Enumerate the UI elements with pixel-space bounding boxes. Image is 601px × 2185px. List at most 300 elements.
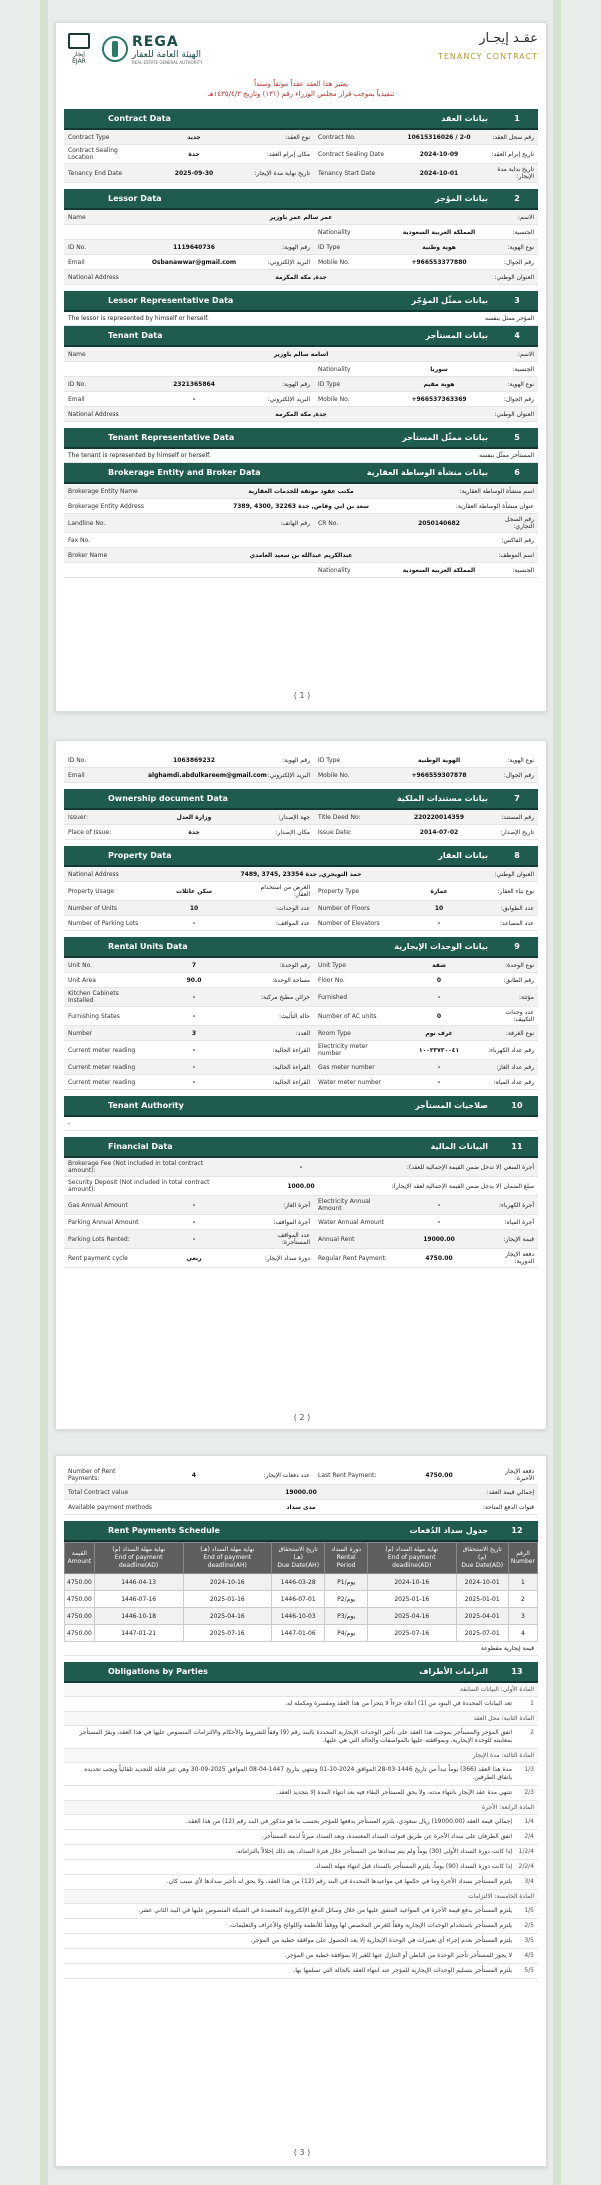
field-label: Email <box>68 395 85 403</box>
table-cell: 3 <box>508 1608 537 1625</box>
field-value: مكتب عقود موثقة للخدمات العقارية <box>248 487 354 495</box>
field-label: الغرض من استخدام العقار: <box>260 884 310 898</box>
header-ar: تاريخ الاستحقاق (هـ) <box>278 1546 318 1561</box>
schedule-note <box>64 1642 538 1656</box>
table-cell: 2024-10-16 <box>183 1574 272 1591</box>
field-value: ربعي <box>186 1254 202 1262</box>
section-header-bar <box>64 846 538 867</box>
field-label: اسم الموظف: <box>498 551 534 559</box>
field-label: Water meter number <box>318 1078 382 1086</box>
data-row <box>64 210 538 225</box>
data-row <box>64 484 538 499</box>
field-value: سوريا <box>430 365 448 373</box>
field-label: Landline No. <box>68 519 106 527</box>
section-financial <box>64 1137 538 1268</box>
field-label: رقم الجوال: <box>503 771 534 779</box>
table-row <box>65 1608 538 1625</box>
field-label: Parking Annual Amount <box>68 1218 139 1226</box>
field-label: Kitchen Cabinets Installed <box>68 990 119 1004</box>
field-label: Electricity meter number <box>318 1043 368 1057</box>
section-title-en: Contract Data <box>108 114 171 123</box>
page-number: ( 1 ) <box>293 691 311 700</box>
field-label: عدد الوحدات: <box>275 904 310 912</box>
obligation-number: 3/5 <box>524 1937 534 1944</box>
field-value: +966559307878 <box>411 771 467 779</box>
title-ar: عقـد إيجـار <box>479 31 538 46</box>
field-label: Number of AC units <box>318 1012 377 1020</box>
field-label: Brokerage Entity Name <box>68 487 138 495</box>
field-label: الاسم: <box>517 350 534 358</box>
table-cell: 2025-07-01 <box>456 1625 508 1642</box>
field-value: - <box>437 1218 441 1226</box>
rega-logo <box>102 33 203 65</box>
field-label: Issue Date: <box>318 828 352 836</box>
field-label: عدد دفعات الإيجار: <box>263 1471 310 1479</box>
obligation-number: 1/4 <box>524 1818 534 1825</box>
field-label: القراءة الحالية: <box>272 1063 310 1071</box>
data-row <box>64 973 538 988</box>
field-label: Tenancy End Date <box>68 169 123 177</box>
table-row <box>65 1591 538 1608</box>
field-label: العدد: <box>295 1029 310 1037</box>
field-value: عبدالكريم عبدالله بن سعيد الغامدي <box>249 551 353 559</box>
table-cell: P2/يوم <box>325 1591 368 1608</box>
section-number: 2 <box>514 194 520 203</box>
field-value: سكن عائلات <box>175 887 213 895</box>
field-label: Floor No. <box>318 976 345 984</box>
field-label: Email <box>68 258 85 266</box>
field-value: جدة <box>188 828 200 836</box>
field-value: المملكة العربية السعودية <box>402 566 476 574</box>
field-value: 2321365864 <box>173 380 215 388</box>
ejar-logo <box>64 33 94 65</box>
section-header-bar <box>64 789 538 810</box>
table-cell: 2025-07-16 <box>367 1625 456 1642</box>
data-row <box>64 882 538 901</box>
field-label: Unit Area <box>68 976 96 984</box>
table-cell: 2025-01-01 <box>456 1591 508 1608</box>
field-label: Mobile No. <box>318 258 350 266</box>
field-value: مدى سداد <box>286 1503 316 1511</box>
obligation-item <box>64 1726 538 1749</box>
field-label: Number of Parking Lots <box>68 919 139 927</box>
field-value: وزارة العدل <box>176 813 212 821</box>
obligation-text: لا يجوز للمستأجر تأجير الوحدة من الباطن أو التنازل عنها للغير إلا بموافقة خطية من المؤجر. <box>284 1952 512 1959</box>
field-label: دفعة الإيجار الدورية: <box>505 1251 534 1265</box>
field-value: 19000.00 <box>423 1235 455 1243</box>
field-label: رقم الوحدة: <box>279 961 310 969</box>
field-value: جدة <box>188 150 200 158</box>
field-value: 7489, 3745, 23354 حمد التويجري, جدة <box>240 870 362 878</box>
field-label: رقم الجوال: <box>503 395 534 403</box>
section-header-bar <box>64 1662 538 1683</box>
field-label: Issuer: <box>68 813 88 821</box>
field-label: Regular Rent Payment: <box>318 1254 387 1262</box>
field-value: 220220014359 <box>413 813 465 821</box>
field-label: الاسم: <box>517 213 534 221</box>
page-stripe <box>40 0 48 2185</box>
field-value <box>144 521 244 525</box>
data-row <box>64 407 538 422</box>
data-row <box>64 1075 538 1090</box>
obligation-item <box>64 1815 538 1830</box>
section-number: 11 <box>511 1142 523 1151</box>
table-header <box>272 1543 325 1574</box>
note-ar: - <box>68 1120 71 1127</box>
section-number: 9 <box>514 942 520 951</box>
data-row <box>64 1177 538 1196</box>
obligation-item <box>64 1875 538 1890</box>
field-label: أجرة الغاز: <box>283 1201 310 1209</box>
field-value: - <box>192 395 196 403</box>
data-row <box>64 145 538 164</box>
table-cell: P4/يوم <box>325 1625 368 1642</box>
field-label: Unit Type <box>318 961 346 969</box>
obligation-text: اتفق المؤجر والمستأجر بموجب هذا العقد على تأجير الوحدات الإيجارية المحددة بالبند رقم (9) وفقاً للشروط والأحكام والالتزامات المنصوص عليها في هذا العقد، ويقرّ المستأجر بمعاينته للوحدة الإيجارية، وبموافقته عليها بالمواصفات والحالة التي هي عليها. <box>79 1729 512 1744</box>
field-label: Contract Sealing Date <box>318 150 385 158</box>
obligation-item <box>64 1845 538 1860</box>
section-number: 5 <box>514 433 520 442</box>
section-brokerage <box>64 463 538 578</box>
table-cell: 4 <box>508 1625 537 1642</box>
section-title-en: Rental Units Data <box>108 942 188 951</box>
obligation-item <box>64 1919 538 1934</box>
table-cell: 2025-01-16 <box>183 1591 272 1608</box>
field-label: Name <box>68 213 86 221</box>
field-value: الهوية الوطنية <box>417 756 461 764</box>
obligation-heading: المادة الخامسة: الالتزامات <box>64 1890 538 1904</box>
data-row <box>64 1041 538 1060</box>
data-row <box>64 1485 538 1500</box>
field-value: هوية وطنية <box>422 243 456 251</box>
field-label: نوع الهوية: <box>507 243 534 251</box>
field-label: National Address <box>68 273 119 281</box>
field-value: 0 <box>436 1012 442 1020</box>
field-value: - <box>437 1201 441 1209</box>
table-cell: 1447-01-21 <box>94 1625 183 1642</box>
note-ar: المستأجر ممثّل بنفسه <box>479 452 534 459</box>
field-label: رقم الطابق: <box>503 976 534 984</box>
field-label: تاريخ نهاية مدة الإيجار: <box>254 169 310 177</box>
obligation-number: 1/3 <box>524 1766 534 1773</box>
field-label: عدد وحدات التكييف: <box>505 1009 534 1023</box>
field-label: جهة الإصدار: <box>278 813 310 821</box>
header-en: End of payment deadline(AD) <box>387 1554 436 1569</box>
table-cell: 1446-03-28 <box>272 1574 325 1591</box>
section-header-bar <box>64 109 538 130</box>
obligation-heading: المادة الرابعة: الأجرة <box>64 1801 538 1815</box>
table-header <box>325 1543 368 1574</box>
section-title-en: Financial Data <box>108 1142 173 1151</box>
obligation-number: 2/3 <box>524 1789 534 1796</box>
spacer <box>64 367 314 371</box>
obligation-text: يلتزم المستأجر بعدم إجراء أي تغييرات في الوحدة الإيجارية إلا بعد الحصول على موافقة خطية من المؤجر. <box>250 1937 512 1944</box>
field-value: 1119640736 <box>173 243 215 251</box>
field-value: عمر سالم عمر باوزير <box>269 213 333 221</box>
field-label: أجرة المواقف: <box>273 1218 310 1226</box>
field-value: - <box>192 1078 196 1086</box>
field-label: رقم عداد المياه: <box>493 1078 534 1086</box>
field-label: Current meter reading <box>68 1078 136 1086</box>
field-value: 2050140682 <box>418 519 460 527</box>
section-payment-schedule <box>64 1521 538 1656</box>
obligation-heading: المادة الثانية: محل العقد <box>64 1712 538 1726</box>
field-value: 4 <box>191 1471 197 1479</box>
field-label: دفعة الإيجار الأخيرة: <box>505 1468 534 1482</box>
field-value: جديد <box>187 133 201 141</box>
field-value: 10 <box>189 904 199 912</box>
table-header <box>508 1543 537 1574</box>
logos <box>64 29 203 65</box>
page-2 <box>55 740 547 1430</box>
section-title-ar: بيانات المؤجر <box>435 194 488 203</box>
note-en: The tenant is represented by himself or herself. <box>68 452 211 459</box>
field-value: 2024-10-01 <box>419 169 459 177</box>
section-title-ar: بيانات منشأة الوساطة العقارية <box>366 468 488 477</box>
obligation-item <box>64 1786 538 1801</box>
field-label: أجرة الكهرباء: <box>499 1201 534 1209</box>
section-title-en: Brokerage Entity and Broker Data <box>108 468 261 477</box>
header-ar: القيمة <box>71 1550 87 1557</box>
data-row <box>64 548 538 563</box>
field-label: National Address <box>68 410 119 418</box>
field-label: البريد الإلكتروني: <box>267 771 310 779</box>
table-cell: 2025-04-16 <box>367 1608 456 1625</box>
field-label: Property Type <box>318 887 360 895</box>
field-label: Number <box>68 1029 93 1037</box>
table-cell: 2025-04-01 <box>456 1608 508 1625</box>
section-number: 4 <box>514 331 520 340</box>
field-value: 7 <box>191 961 197 969</box>
field-label: رقم عداد الغاز: <box>496 1063 534 1071</box>
table-cell: P1/يوم <box>325 1574 368 1591</box>
field-label: Contract Sealing Location <box>68 147 118 161</box>
section-lessor-data <box>64 189 538 285</box>
field-value: - <box>192 1218 196 1226</box>
table-header <box>183 1543 272 1574</box>
field-label: Furnishing States <box>68 1012 120 1020</box>
table-cell: 4750.00 <box>65 1574 95 1591</box>
field-label: Fax No. <box>68 536 90 544</box>
field-value: المملكة العربية السعودية <box>402 228 476 236</box>
header-ar: نهاية مهلة السداد (م) <box>112 1546 166 1553</box>
field-label: نوع الهوية: <box>507 756 534 764</box>
field-label: ID No. <box>68 380 87 388</box>
data-row <box>64 392 538 407</box>
field-label: رقم الجوال: <box>503 258 534 266</box>
table-cell: P3/يوم <box>325 1608 368 1625</box>
section-tenant-authority <box>64 1096 538 1131</box>
data-row <box>64 1249 538 1268</box>
data-row <box>64 1215 538 1230</box>
page-1 <box>55 22 547 712</box>
obligation-number: 2/2/4 <box>518 1863 534 1870</box>
field-label: Room Type <box>318 1029 351 1037</box>
data-row <box>64 901 538 916</box>
header-en: Due Date(AH) <box>277 1562 320 1569</box>
section-header-bar <box>64 189 538 210</box>
field-label: أجرة السعي (لا تدخل ضمن القيمة الإجمالية للعقد): <box>406 1163 534 1171</box>
field-label: عدد المواقف المستأجرة: <box>277 1232 310 1246</box>
section-number: 13 <box>511 1667 523 1676</box>
field-label: Water Annual Amount <box>318 1218 384 1226</box>
obligation-item <box>64 1934 538 1949</box>
table-header <box>367 1543 456 1574</box>
field-label: Total Contract value <box>68 1488 129 1496</box>
table-cell: 1446-10-03 <box>272 1608 325 1625</box>
field-label: Nationality <box>318 365 351 373</box>
intro-line-2: تنفيذياً بموجب قرار مجلس الوزراء رقم (١٣١) وتاريخ ١٤٣٥/٤/٣هـ <box>207 90 395 98</box>
field-label: نوع الغرفة: <box>505 1029 534 1037</box>
data-row <box>64 1500 538 1515</box>
field-label: رقم عداد الكهرباء: <box>488 1046 534 1054</box>
ejar-en: EJAR <box>72 58 86 65</box>
data-row <box>64 1230 538 1249</box>
field-label: عدد الطوابق: <box>500 904 534 912</box>
field-value: alghamdi.abdulkareem@gmail.com <box>148 771 267 779</box>
obligation-number: 1/2/4 <box>518 1848 534 1855</box>
section-title-en: Tenant Data <box>108 331 163 340</box>
field-label: اسم منشأة الوساطة العقارية: <box>459 487 534 495</box>
section-header-bar <box>64 428 538 449</box>
field-value: - <box>192 1012 196 1020</box>
header-en: End of payment deadline(AH) <box>203 1554 252 1569</box>
field-label: Number of Elevators <box>318 919 380 927</box>
data-row <box>64 270 538 285</box>
field-label: ID No. <box>68 243 87 251</box>
field-label: Nationality <box>318 566 351 574</box>
field-value: شقة <box>432 961 446 969</box>
obligation-item <box>64 1860 538 1875</box>
ejar-icon <box>68 33 90 49</box>
table-cell: 1446-07-01 <box>272 1591 325 1608</box>
obligation-number: 1/5 <box>524 1907 534 1914</box>
field-label: Gas meter number <box>318 1063 375 1071</box>
data-row <box>64 377 538 392</box>
payment-summary <box>64 1466 538 1515</box>
field-label: Nationality <box>318 228 351 236</box>
contract-header <box>56 23 546 75</box>
note-ar: المؤجر ممثل بنفسه <box>484 315 534 322</box>
title-en: TENANCY CONTRACT <box>437 52 538 61</box>
field-label: Brokerage Entity Address <box>68 502 144 510</box>
data-row <box>64 1466 538 1485</box>
obligation-text: يلتزم المستأجر بدفع قيمة الأجرة في المواعيد المتفق عليها من خلال وسائل الدفع الإلكترونية المعتمدة في الشبكة المنصوص عليها في البند الثاني عشر. <box>138 1907 512 1914</box>
table-cell: 1 <box>508 1574 537 1591</box>
field-value: - <box>192 993 196 1001</box>
section-ownership <box>64 789 538 840</box>
section-title-en: Ownership document Data <box>108 794 228 803</box>
section-number: 8 <box>514 851 520 860</box>
field-value: 2024-10-09 <box>419 150 459 158</box>
section-header-bar <box>64 291 538 312</box>
field-value: 2014-07-02 <box>419 828 459 836</box>
field-label: أجرة المياه: <box>504 1218 534 1226</box>
field-label: عدد المصاعد: <box>499 919 534 927</box>
rega-sub: REAL ESTATE GENERAL AUTHORITY <box>132 59 203 65</box>
field-label: ID Type <box>318 380 341 388</box>
section-header-bar <box>64 463 538 484</box>
field-value: - <box>437 1063 441 1071</box>
table-cell: 2025-01-16 <box>367 1591 456 1608</box>
section-tenant-data <box>64 326 538 422</box>
field-label: البريد الإلكتروني: <box>267 395 310 403</box>
field-value: 10 <box>434 904 444 912</box>
obligation-item <box>64 1904 538 1919</box>
obligation-number: 2 <box>530 1729 534 1736</box>
obligation-number: 2/5 <box>524 1922 534 1929</box>
data-row <box>64 225 538 240</box>
field-label: رقم المستند: <box>501 813 534 821</box>
field-label: مساحة الوحدة: <box>272 976 310 984</box>
field-label: العنوان الوطني: <box>494 273 534 281</box>
table-cell: 2 <box>508 1591 537 1608</box>
data-row <box>64 810 538 825</box>
field-value: - <box>192 919 196 927</box>
table-cell: 1446-07-16 <box>94 1591 183 1608</box>
data-row <box>64 499 538 514</box>
field-label: رقم الهوية: <box>282 756 310 764</box>
header-ar: الرقم <box>516 1550 530 1557</box>
field-label: تاريخ الإصدار: <box>500 828 534 836</box>
data-row <box>64 988 538 1007</box>
section-title-en: Property Data <box>108 851 172 860</box>
field-label: البريد الإلكتروني: <box>267 258 310 266</box>
obligation-heading: المادة الأولى: البيانات السابقة <box>64 1683 538 1697</box>
field-label: ID No. <box>68 756 87 764</box>
field-value: 7389, 4300, 32263 سعد بن ابي وقاص, جدة <box>233 502 369 510</box>
data-row <box>64 362 538 377</box>
field-label: Annual Rent <box>318 1235 355 1243</box>
field-label: Property Usage <box>68 887 114 895</box>
section-number: 6 <box>514 468 520 477</box>
field-label: إجمالي قيمة العقد: <box>486 1488 534 1496</box>
data-row <box>64 514 538 533</box>
payment-schedule-table <box>64 1542 538 1642</box>
section-note <box>64 449 538 463</box>
section-tenant-rep <box>64 428 538 463</box>
field-label: عدد المواقف: <box>275 919 310 927</box>
data-row <box>64 867 538 882</box>
field-label: نوع الهوية: <box>507 380 534 388</box>
field-label: Available payment methods <box>68 1503 152 1511</box>
section-title-ar: بيانات العقار <box>438 851 488 860</box>
data-row <box>64 916 538 931</box>
field-value: - <box>192 1235 196 1243</box>
field-label: ID Type <box>318 243 341 251</box>
header-ar: تاريخ الاستحقاق (م) <box>462 1546 502 1561</box>
data-row <box>64 753 538 768</box>
header-en: Due Date(AD) <box>461 1562 504 1569</box>
field-label: ID Type <box>318 756 341 764</box>
field-label: Parking Lots Rented: <box>68 1235 130 1243</box>
obligation-text: إذا كانت دورة السداد الأولى (30) يوماً ولم يتم سدادها من المستأجر خلال فترة السداد، يعد ذلك إخلالاً بالتزاماته. <box>235 1848 512 1855</box>
section-header-bar <box>64 326 538 347</box>
obligation-heading: المادة الثالثة: مدة الإيجار <box>64 1749 538 1763</box>
field-label: نوع العقد: <box>285 133 310 141</box>
table-header-row <box>65 1543 538 1574</box>
field-label: رقم الهوية: <box>282 380 310 388</box>
field-value: 0 <box>436 976 442 984</box>
field-label: رقم الهاتف: <box>280 519 310 527</box>
field-label: Mobile No. <box>318 771 350 779</box>
page-stripe <box>553 0 561 2185</box>
header-ar: نهاية مهلة السداد (هـ) <box>200 1546 255 1553</box>
data-row <box>64 533 538 548</box>
field-value: +966553377880 <box>411 258 467 266</box>
section-header-bar <box>64 1521 538 1542</box>
data-row <box>64 240 538 255</box>
